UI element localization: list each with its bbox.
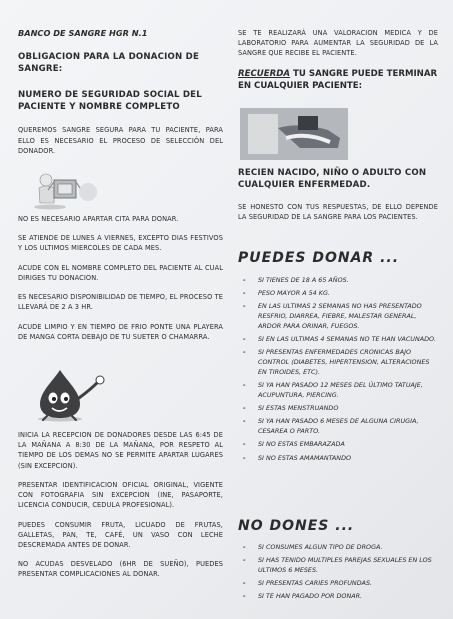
list-item: - SI NO ESTAS AMAMANTANDO bbox=[238, 454, 438, 464]
list-item: - SI PRESENTAS ENFERMEDADES CRONICAS BAJO CONTROL (DIABETES, HIPERTENSION, ALTERACIONES EN TIROIDES, ETC). bbox=[238, 348, 438, 378]
list-item: - SI PRESENTAS CARIES PROFUNDAS. bbox=[238, 579, 438, 589]
sleep-text: NO ACUDAS DESVELADO (6HR DE SUEÑO), PUEDES PRESENTAR COMPLICACIONES AL DONAR. bbox=[18, 560, 223, 579]
medical-evaluation-text: SE TE REALIZARÁ UNA VALORACION MEDICA Y DE LABORATORIO PARA AUMENTAR LA SEGURIDAD DE LA SANGRE QUE RECIBE EL PACIENTE. bbox=[238, 29, 438, 58]
patient-name-text: ACUDE CON EL NOMBRE COMPLETO DEL PACIENTE AL CUAL DIRIGES TU DONACION. bbox=[18, 263, 223, 282]
list-item: - SI TIENES DE 18 A 65 AÑOS. bbox=[238, 276, 438, 286]
right-column-middle bbox=[238, 168, 438, 222]
no-appointment-text: NO ES NECESARIO APARTAR CITA PARA DONAR. bbox=[18, 215, 179, 223]
bank-title: BANCO DE SANGRE HGR N.1 bbox=[18, 28, 148, 38]
recuerda-heading bbox=[238, 69, 438, 93]
no-dones-section bbox=[238, 518, 438, 605]
recipient-heading: RECIEN NACIDO, NIÑO O ADULTO CON CUALQUIER ENFERMEDAD. bbox=[238, 168, 427, 190]
nss-heading: NUMERO DE SEGURIDAD SOCIAL DEL PACIENTE Y NOMBRE COMPLETO bbox=[18, 89, 202, 112]
schedule-text: SE ATIENDE DE LUNES A VIERNES, EXCEPTO DIAS FESTIVOS Y LOS ULTIMOS MIERCOLES DE CADA MES. bbox=[18, 234, 223, 253]
list-item: - SI YA HAN PASADO 12 MESES DEL ÚLTIMO TATUAJE, ACUPUNTURA, PIERCING. bbox=[238, 381, 438, 401]
recuerda-word: RECUERDA bbox=[238, 68, 291, 79]
blood-donation-photo bbox=[240, 108, 348, 160]
safe-blood-text: QUEREMOS SANGRE SEGURA PARA TU PACIENTE, PARA ELLO ES NECESARIO EL PROCESO DE SELECCIÓN DEL DONADOR. bbox=[18, 126, 223, 155]
list-item: - SI EN LAS ULTIMAS 4 SEMANAS NO TE HAN VACUNADO. bbox=[238, 335, 438, 345]
obligation-heading: OBLIGACION PARA LA DONACION DE SANGRE: bbox=[18, 52, 200, 74]
list-item: - SI YA HAN PASADO 6 MESES DE ALGUNA CIRUGIA, CESAREA O PARTO. bbox=[238, 417, 438, 437]
blood-drop-mascot-illustration bbox=[32, 368, 108, 422]
time-text: ES NECESARIO DISPONIBILIDAD DE TIEMPO, EL PROCESO TE LLEVARÁ DE 2 A 3 HR. bbox=[18, 293, 223, 312]
no-dones-title: NO DONES ... bbox=[238, 518, 355, 534]
list-item: - SI HAS TENIDO MULTIPLES PAREJAS SEXUALES EN LOS ULTIMOS 6 MESES. bbox=[238, 556, 438, 576]
list-item: - SI NO ESTAS EMBARAZADA bbox=[238, 440, 438, 450]
reception-hours-text: INICIA LA RECEPCION DE DONADORES DESDE LAS 6:45 DE LA MAÑANA A 8:30 DE LA MAÑANA, POR RESPETO AL TIEMPO DE LOS DEMAS NO SE PERMITE APARTAR LUGARES (SIN EXCEPCION). bbox=[18, 431, 223, 470]
right-column bbox=[238, 28, 438, 92]
list-item: - PESO MAYOR A 54 KG. bbox=[238, 289, 438, 299]
food-text: PUEDES CONSUMIR FRUTA, LICUADO DE FRUTAS, GALLETAS, PAN, TE, CAFÉ, UN VASO CON LECHE DESCREMADA ANTES DE DONAR. bbox=[18, 520, 223, 549]
left-column-bottom bbox=[18, 430, 223, 580]
list-item: - SI CONSUMES ALGUN TIPO DE DROGA. bbox=[238, 543, 438, 553]
left-column-middle bbox=[18, 214, 223, 342]
list-item: - EN LAS ULTIMAS 2 SEMANAS NO HAS PRESENTADO RESFRIO, DIARREA, FIEBRE, MALESTAR GENERAL, ARDOR PARA ORINAR, FUEGOS. bbox=[238, 302, 438, 332]
no-dones-list bbox=[238, 543, 438, 602]
puedes-donar-title: PUEDES DONAR ... bbox=[238, 250, 400, 266]
recuerda-rest: TU SANGRE PUEDE TERMINAR EN CUALQUIER PACIENTE: bbox=[238, 68, 438, 91]
puedes-donar-section bbox=[238, 250, 438, 467]
honesty-text: SE HONESTO CON TUS RESPUESTAS, DE ELLO DEPENDE LA SEGURIDAD DE LA SANGRE PARA LOS PACIENTES. bbox=[238, 202, 438, 221]
id-text: PRESENTAR IDENTIFICACION OFICIAL ORIGINAL, VIGENTE CON FOTOGRAFIA SIN EXCEPCION (INE, PASAPORTE, LICENCIA CONDUCIR, CEDULA PROFESIONAL). bbox=[18, 480, 223, 510]
puedes-donar-list bbox=[238, 276, 438, 463]
figure-with-box-illustration bbox=[32, 170, 102, 210]
clothing-text: ACUDE LIMPIO Y EN TIEMPO DE FRIO PONTE UNA PLAYERA DE MANGA CORTA DEBAJO DE TU SUETER O CHAMARRA. bbox=[18, 322, 223, 341]
list-item: - SI ESTAS MENSTRUANDO bbox=[238, 404, 438, 414]
list-item: - SI TE HAN PAGADO POR DONAR. bbox=[238, 592, 438, 602]
left-column bbox=[18, 28, 223, 156]
